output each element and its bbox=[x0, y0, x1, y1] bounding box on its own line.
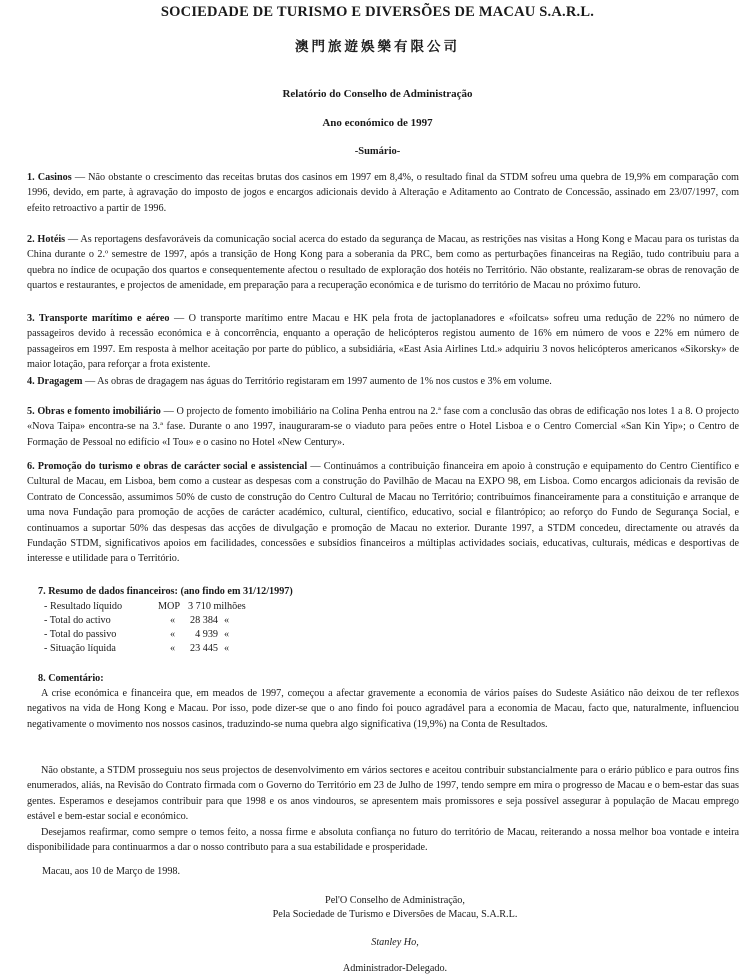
section-text: — O projecto de fomento imobiliário na Colina Penha entrou na 2.ª fase com a conclusão das obras de edificação nos lotes 1 a 8. O projecto «Nova Taipa» encontra-se na 3.ª fase. Durante o ano 1997, inauguraram-se o viaduto para peões entre o Hotel Lisboa e o Centro Comercial «San Kin Yip»; o Centro de Formação de Pessoal no edifício «I Tou» e o casino no Hotel «New Century». bbox=[27, 406, 739, 448]
closing-date: Macau, aos 10 de Março de 1998. bbox=[42, 866, 181, 877]
ditto-mark: « bbox=[170, 643, 176, 654]
comment-heading: 8. Comentário: bbox=[38, 673, 104, 684]
comment-paragraph: Desejamos reafirmar, como sempre o temos feito, a nossa firme e absoluta confiança no futuro do território de Macau, reiterando a nossa melhor boa vontade e inteira disponibilidade para continuarmos a dar o nosso contributo para a sua estabilidade e prosperidade. bbox=[27, 827, 739, 854]
section-heading: 2. Hotéis bbox=[27, 234, 66, 245]
section-heading: 5. Obras e fomento imobiliário bbox=[27, 406, 161, 417]
financial-heading: 7. Resumo de dados financeiros: (ano findo em 31/12/1997) bbox=[38, 586, 293, 597]
ditto-mark: « bbox=[224, 629, 230, 640]
signatory-name: Stanley Ho, bbox=[371, 937, 419, 948]
ditto-mark: « bbox=[170, 615, 176, 626]
section-obras bbox=[27, 404, 739, 450]
financial-label: - Situação líquida bbox=[44, 643, 116, 654]
section-dragagem bbox=[27, 374, 739, 389]
comment-paragraph: A crise económica e financeira que, em meados de 1997, começou a afectar gravemente a economia de vários países do Sudeste Asiático não deixou de ter reflexos negativos na vida de Hong Kong e Macau. Por isso, pode dizer-se que o ano findo foi pouco agradável para a economia de Macau, facto que, naturalmente, influenciou negativamente o movimento nos nossos casinos, traduzindo-se numa quebra algo significativa (19,9%) na Conta de Resultados. bbox=[27, 688, 739, 730]
financial-label: - Resultado líquido bbox=[44, 601, 123, 612]
section-heading: 1. Casinos bbox=[27, 172, 72, 183]
comment-paragraph: Não obstante, a STDM prosseguiu nos seus projectos de desenvolvimento em vários sectores e aceitou contribuir substancialmente para o erário público e para outros fins enumerados, aliás, na Revisão do Contrato firmada com o Governo do Território em 23 de Julho de 1997, tendo sempre em mira o progresso de Macau e o bem-estar das suas gentes. Esperamos e desejamos contribuir para que 1998 e os anos vindouros, se apresentem mais promissores e seja possível assegurar à população de Macau emprego estável e bem-estar social e económico. bbox=[27, 765, 739, 823]
section-text: — Não obstante o crescimento das receitas brutas dos casinos em 1997 em 8,4%, o resultado final da STDM sofreu uma quebra de 19,9% em comparação com 1996, devido, em parte, à agravação do imposto de jogos e encargos adicionais devido à Alteração e Aditamento ao Contrato de Concessão, assinado em 23/07/1997, com efeito retroactivo a partir de 1996. bbox=[27, 172, 739, 214]
section-text: — Continuámos a contribuição financeira em apoio à construção e equipamento do Centro Científico e Cultural de Macau, em Lisboa, bem como a custear as despesas com a construção do Pavilhão de Macau na EXPO 98, em Lisboa. Como encargos adicionais da revisão de Contrato de Concessão, assumimos 50% de custo de construção do Centro Cultural de Macau no Território; contribuímos financeiramente para a constituição e arranque de uma nova Fundação para promoção de acções de carácter académico, cultural, científico, educativo, social e filantrópico; ao reforço do Fundo de Segurança Social, e continuamos a suportar 50% das despesas das acções de divulgação e promoção de Macau no exterior. Durante 1997, a STDM concedeu, directamente ou através da Fundação STDM, significativos apoios em facilidades, concessões e subsídios financeiros a múltiplas actividades sociais, educativas, culturais, médicas e desportivas de interesse e utilidade para o Território. bbox=[27, 461, 739, 565]
ditto-mark: « bbox=[170, 629, 176, 640]
section-heading: 4. Dragagem bbox=[27, 376, 83, 387]
financial-amount: 28 384 bbox=[189, 615, 218, 626]
board-line-1: Pel'O Conselho de Administração, bbox=[325, 895, 465, 906]
ditto-mark: « bbox=[224, 615, 230, 626]
section-casinos bbox=[27, 170, 739, 216]
financial-row bbox=[44, 628, 304, 642]
section-text: — As reportagens desfavoráveis da comunicação social acerca do estado da segurança de Macau, as restrições nas visitas a Hong Kong e Macau para os turistas da China durante o 2.º semestre de 1997, após a transição de Hong Kong para a soberania da PRC, bem como as perturbações financeiras na Região, tudo contribuiu para a quebra no índice de ocupação dos quartos e consequentemente afectou o resultado de exploração dos hotéis no Território. Não obstante, realizaram-se obras de renovação de quartos e restaurantes, e projectos de amenidade, em preparação para a recuperação económica e de turismo do território de Macau no próximo futuro. bbox=[27, 234, 739, 292]
financial-label: - Total do activo bbox=[44, 615, 111, 626]
financial-row bbox=[44, 600, 304, 614]
financial-row bbox=[44, 642, 304, 656]
report-year: Ano económico de 1997 bbox=[322, 117, 433, 129]
section-hoteis bbox=[27, 232, 739, 294]
company-name-chinese: 澳門旅遊娛樂有限公司 bbox=[295, 39, 460, 55]
section-transporte bbox=[27, 311, 739, 373]
section-heading: 6. Promoção do turismo e obras de carácter social e assistencial bbox=[27, 461, 308, 472]
financial-row bbox=[44, 614, 304, 628]
financial-label: - Total do passivo bbox=[44, 629, 117, 640]
board-line-2: Pela Sociedade de Turismo e Diversões de Macau, S.A.R.L. bbox=[272, 909, 518, 920]
signatory-title: Administrador-Delegado. bbox=[342, 963, 448, 974]
section-text: — As obras de dragagem nas águas do Território registaram em 1997 aumento de 1% nos custos e 3% em volume. bbox=[82, 376, 552, 387]
financial-amount: 23 445 bbox=[189, 643, 218, 654]
ditto-mark: « bbox=[224, 643, 230, 654]
section-text: — O transporte marítimo entre Macau e HK pela frota de jactoplanadores e «foilcats» sofreu uma redução de 22% no número de passageiros devido à recessão económica e à concorrência, enquanto a operação de helicópteros registou aumento de 16% em número de voos e 22% em número de passageiros em 1997. Em resposta à melhor aceitação por parte do público, a subsidiária, «East Asia Airlines Ltd.» adquiriu 3 novos helicópteros americanos «Sikorsky» de maior lotação, para reforçar a frota existente. bbox=[27, 313, 739, 371]
section-promocao bbox=[27, 459, 739, 567]
financial-amount: 3 710 milhões bbox=[188, 601, 246, 612]
section-heading: 3. Transporte marítimo e aéreo bbox=[27, 313, 170, 324]
summary-label: -Sumário- bbox=[354, 146, 401, 157]
company-name: SOCIEDADE DE TURISMO E DIVERSÕES DE MACAU S.A.R.L. bbox=[160, 4, 595, 20]
financial-amount: 4 939 bbox=[195, 629, 218, 640]
financial-currency: MOP bbox=[158, 601, 181, 612]
report-title: Relatório do Conselho de Administração bbox=[282, 88, 473, 100]
